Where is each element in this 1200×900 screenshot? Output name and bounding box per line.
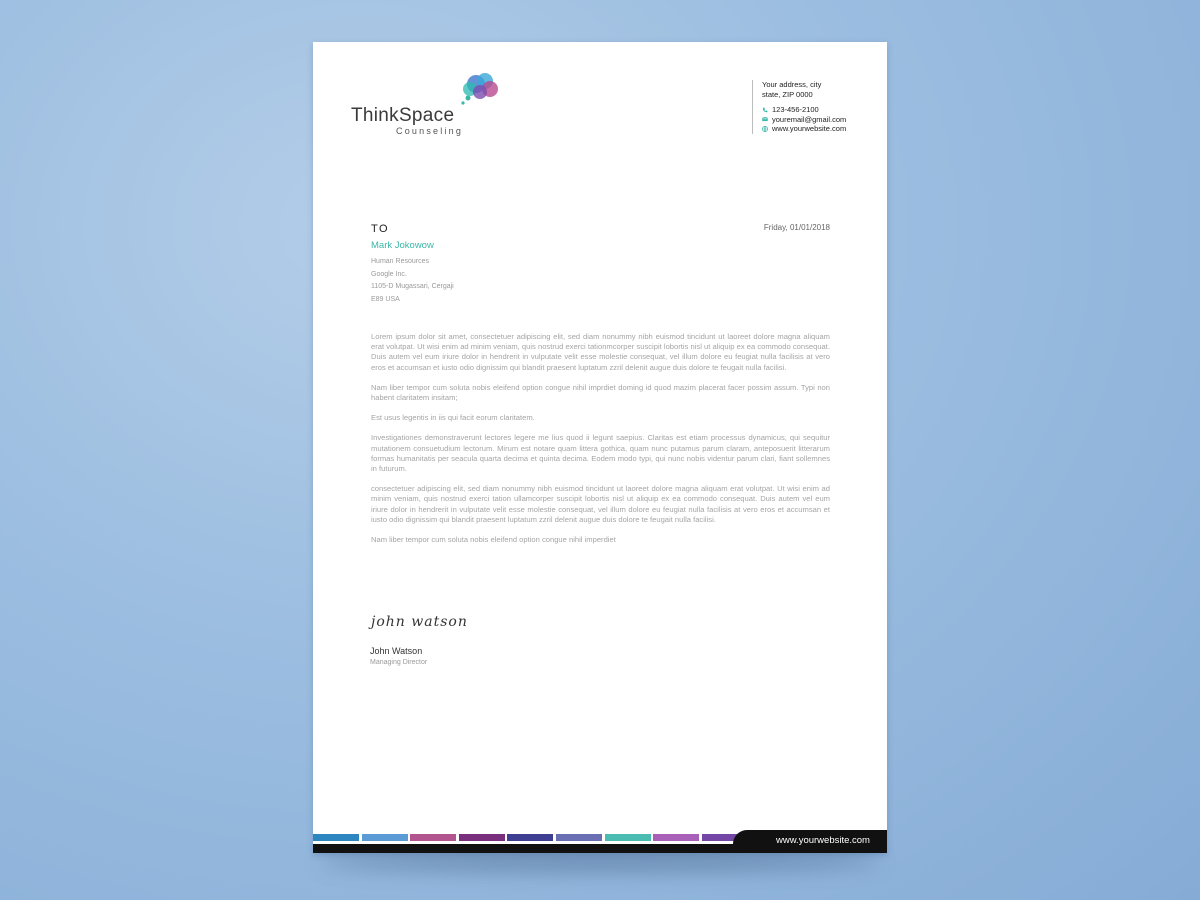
recipient-name: Mark Jokowow <box>371 240 434 251</box>
mail-icon <box>762 116 768 122</box>
globe-icon <box>762 126 768 132</box>
body-paragraph: Investigationes demonstraverunt lectores legere me lius quod ii legunt saepius. Claritas est etiam processus dynamicus, qui sequitur mutationem consuetudium lectorum. Mirum est notare quam littera gothica, quam nunc putamus parum claram, anteposuerit litterarum formas humanitatis per seacula quarta decima et quinta decima. Eodem modo typi, qui nunc nobis videntur parum clari, fiant sollemnes in futurum. <box>371 433 830 474</box>
address <box>762 80 882 99</box>
to-label: TO <box>371 223 390 235</box>
footer-stripe <box>410 834 456 841</box>
letterhead-sheet <box>313 42 887 853</box>
footer-stripe <box>653 834 699 841</box>
recipient-line: 1105-D Mugassari, Cergaji <box>371 283 454 291</box>
body-paragraph: Est usus legentis in iis qui facit eorum claritatem. <box>371 413 535 423</box>
letter-date: Friday, 01/01/2018 <box>763 223 830 232</box>
logo-bubbles-icon <box>456 72 508 112</box>
footer-stripe <box>605 834 651 841</box>
phone-row <box>762 105 882 115</box>
website-row <box>762 124 882 134</box>
email-address[interactable]: youremail@gmail.com <box>772 114 847 124</box>
phone-number: 123-456-2100 <box>772 105 819 114</box>
logo-tagline: Counseling <box>396 126 464 136</box>
recipient-line: Human Resources <box>371 258 429 265</box>
logo-name: ThinkSpace <box>351 105 455 126</box>
footer-website[interactable]: www.yourwebsite.com <box>776 835 870 846</box>
signer-name: John Watson <box>370 646 423 656</box>
body-paragraph: Nam liber tempor cum soluta nobis eleifend option congue nihil imprdiet doming id quod mazim placerat facer possim assum. Typi non habent claritatem insitam; <box>371 382 830 403</box>
letter-body <box>371 332 830 555</box>
footer-stripe <box>313 834 359 841</box>
signer-title: Managing Director <box>370 659 428 666</box>
footer-stripe <box>362 834 408 841</box>
footer-bar <box>313 830 887 853</box>
email-row <box>762 115 882 125</box>
recipient-line: Google Inc. <box>371 270 407 278</box>
contact-block <box>752 80 882 134</box>
recipient-line: E89 USA <box>371 296 400 304</box>
company-logo <box>351 72 511 142</box>
footer-color-stripes <box>313 834 750 841</box>
page-shadow <box>320 850 880 872</box>
address-line-2: state, ZIP 0000 <box>762 89 813 99</box>
body-paragraph: Lorem ipsum dolor sit amet, consectetuer adipiscing elit, sed diam nonummy nibh euismod tincidunt ut laoreet dolore magna aliquam erat volutpat. Ut wisi enim ad minim veniam, quis nostrud exerci tationmcorper suscipit lobortis nisl ut aliquip ex ea commodo consequat. Duis autem vel eum iriure dolor in hendrerit in vulputate velit esse molestie consequat, vel illum dolore eu feugiat nulla facilisis at vero eros et accumsan et iusto odio dignissim qui blandit praesent luptatum zzril delenit augue duis dolore te feugait nulla facilisi. <box>371 332 830 372</box>
handwritten-signature: john watson <box>371 614 468 630</box>
footer-stripe <box>556 834 602 841</box>
body-paragraph: Nam liber tempor cum soluta nobis eleifend option congue nihil imperdiet <box>371 535 616 545</box>
footer-stripe <box>507 834 553 841</box>
footer-stripe <box>459 834 505 841</box>
recipient-address <box>371 256 454 307</box>
website-link[interactable]: www.yourwebsite.com <box>772 124 847 133</box>
phone-icon <box>762 107 768 113</box>
address-line-1: Your address, city <box>762 80 822 89</box>
body-paragraph: consectetuer adipiscing elit, sed diam nonummy nibh euismod tincidunt ut laoreet dolore magna aliquam erat volutpat. Ut wisi enim ad minim veniam, quis nostrud exerci tation ullamcorper suscipit lobortis nisl ut aliquip ex ea commodo consequat. Duis autem vel eum iriure dolor in hendrerit in vulputate velit esse molestie consequat, vel illum dolore eu feugiat nulla facilisis at vero eros et accumsan et iusto odio dignissim qui blandit praesent luptatum zzril delenit augue duis dolore te feugait nulla facilisi. <box>371 484 830 524</box>
